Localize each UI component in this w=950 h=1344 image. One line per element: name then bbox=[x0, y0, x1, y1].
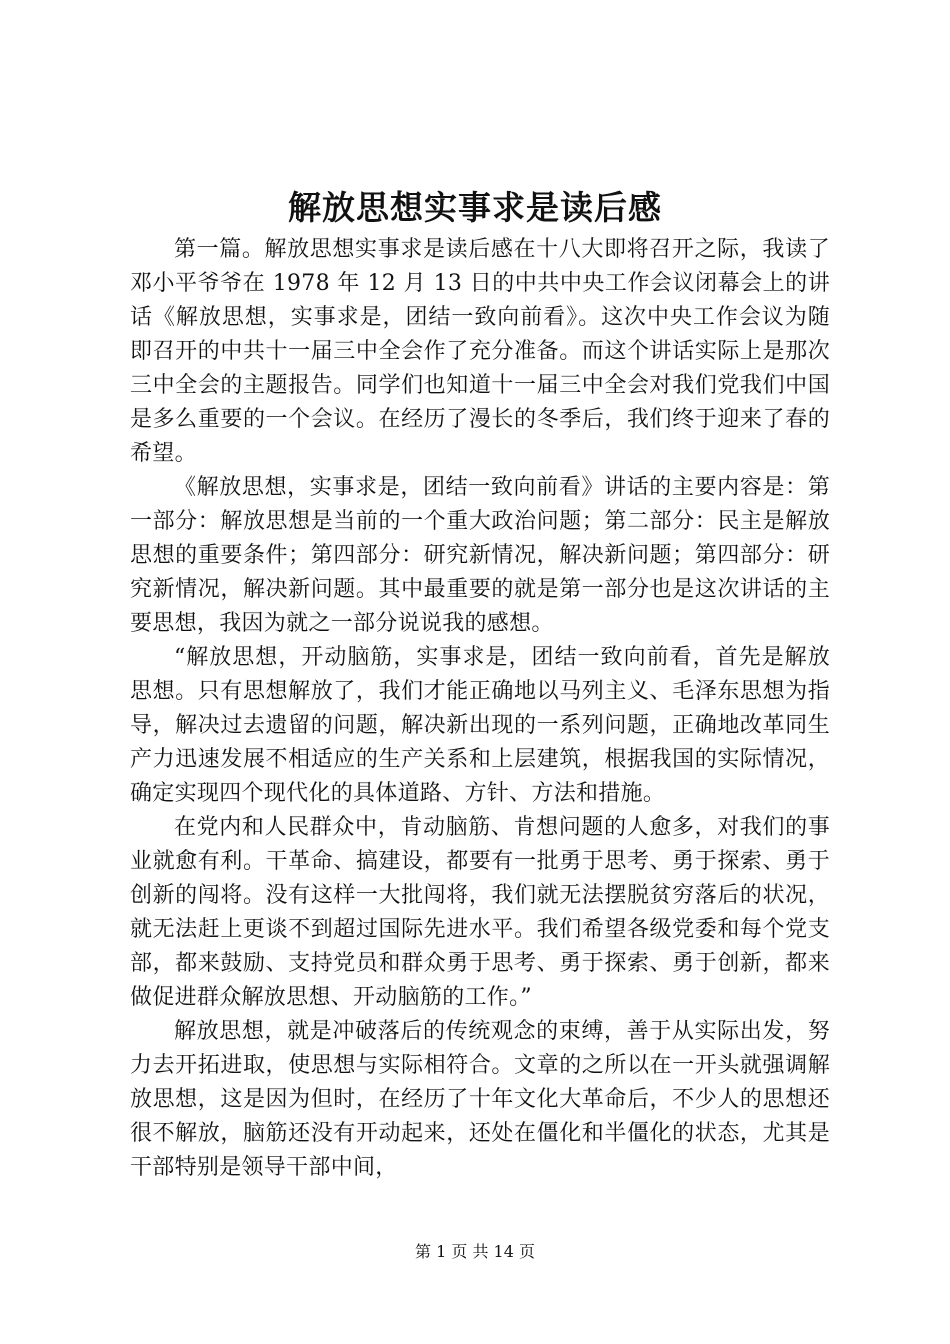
paragraph-5: 解放思想，就是冲破落后的传统观念的束缚，善于从实际出发，努力去开拓进取，使思想与实际相符合。文章的之所以在一开头就强调解放思想，这是因为但时，在经历了十年文化大革命后，不少人的思想还很不解放，脑筋还没有开动起来，还处在僵化和半僵化的状态，尤其是干部特别是领导干部中间， bbox=[130, 1019, 830, 1180]
paragraph-1: 第一篇。解放思想实事求是读后感在十八大即将召开之际，我读了邓小平爷爷在 1978 年 12 月 13 日的中共中央工作会议闭幕会上的讲话《解放思想，实事求是，团结一致向前看》。这次中央工作会议为随即召开的中共十一届三中全会作了充分准备。而这个讲话实际上是那次三中全会的主题报告。同学们也知道十一届三中全会对我们党我们中国是多么重要的一个会议。在经历了漫长的冬季后，我们终于迎来了春的希望。 bbox=[130, 237, 830, 466]
paragraph-3: “解放思想，开动脑筋，实事求是，团结一致向前看，首先是解放思想。只有思想解放了，我们才能正确地以马列主义、毛泽东思想为指导，解决过去遗留的问题，解决新出现的一系列问题，正确地改革同生产力迅速发展不相适应的生产关系和上层建筑，根据我国的实际情况，确定实现四个现代化的具体道路、方针、方法和措施。 bbox=[130, 645, 830, 806]
paragraph-4: 在党内和人民群众中，肯动脑筋、肯想问题的人愈多，对我们的事业就愈有利。干革命、搞建设，都要有一批勇于思考、勇于探索、勇于创新的闯将。没有这样一大批闯将，我们就无法摆脱贫穷落后的状况，就无法赶上更谈不到超过国际先进水平。我们希望各级党委和每个党支部，都来鼓励、支持党员和群众勇于思考、勇于探索、勇于创新，都来做促进群众解放思想、开动脑筋的工作。” bbox=[130, 815, 830, 1010]
document-title: 解放思想实事求是读后感 bbox=[288, 188, 662, 227]
document-body bbox=[130, 233, 830, 1185]
paragraph-2: 《解放思想，实事求是，团结一致向前看》讲话的主要内容是：第一部分：解放思想是当前的一个重大政治问题；第二部分：民主是解放思想的重要条件；第四部分：研究新情况，解决新问题；第四部分：研究新情况，解决新问题。其中最重要的就是第一部分也是这次讲话的主要思想，我因为就之一部分说说我的感想。 bbox=[130, 475, 830, 636]
page-footer: 第 1 页 共 14 页 bbox=[415, 1242, 535, 1261]
